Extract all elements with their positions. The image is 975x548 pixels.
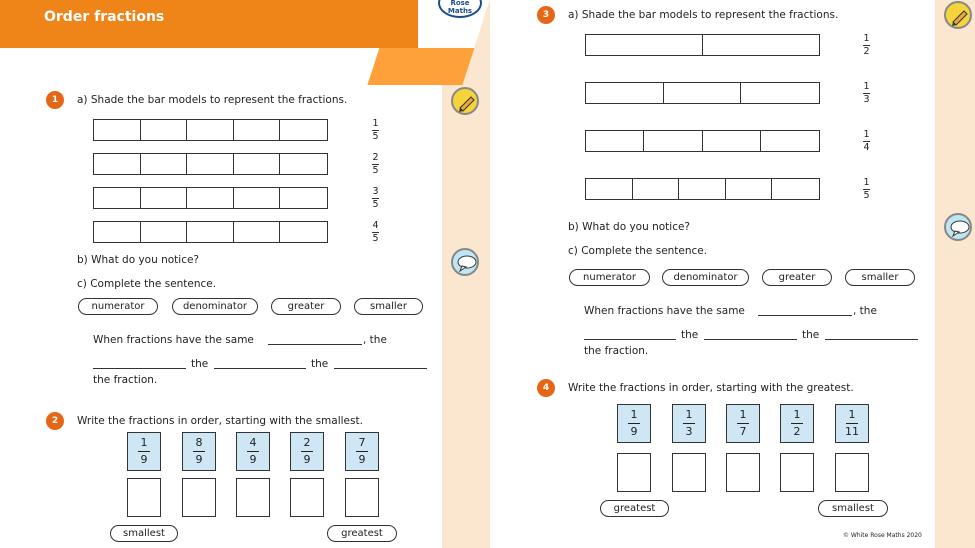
bar-cell[interactable] <box>703 131 761 151</box>
speech-bubble-icon <box>451 248 479 276</box>
bar-cell[interactable] <box>234 120 281 140</box>
side-strip <box>935 0 975 548</box>
bar-model[interactable] <box>93 221 328 243</box>
bar-cell[interactable] <box>94 120 141 140</box>
numerator: 1 <box>863 129 870 140</box>
fraction-label <box>863 82 870 105</box>
sentence-part-1: When fractions have the same <box>93 334 254 346</box>
bar-cell[interactable] <box>772 179 819 199</box>
bar-cell[interactable] <box>280 120 327 140</box>
numerator: 1 <box>848 408 856 421</box>
bar-cell[interactable] <box>664 83 742 103</box>
q2-text: Write the fractions in order, starting with the smallest. <box>77 415 363 427</box>
bar-cell[interactable] <box>586 35 703 55</box>
question-2-number: 2 <box>46 412 64 430</box>
fraction-label <box>372 153 379 176</box>
denominator: 5 <box>372 131 379 142</box>
q1-part-a-text: a) Shade the bar models to represent the fractions. <box>77 94 348 106</box>
bar-cell[interactable] <box>187 188 234 208</box>
q3-part-c-text: c) Complete the sentence. <box>568 245 708 257</box>
fraction-card[interactable] <box>617 404 651 443</box>
numerator: 1 <box>630 408 638 421</box>
fraction-label <box>863 178 870 201</box>
answer-box[interactable] <box>726 453 760 492</box>
denominator: 9 <box>358 453 366 466</box>
fraction-card[interactable] <box>835 404 869 443</box>
fraction-label <box>372 187 379 210</box>
denominator: 11 <box>845 425 859 438</box>
denominator: 9 <box>140 453 148 466</box>
numerator: 1 <box>739 408 747 421</box>
bar-cell[interactable] <box>187 154 234 174</box>
denominator: 2 <box>793 425 801 438</box>
answer-box[interactable] <box>780 453 814 492</box>
bar-cell[interactable] <box>280 154 327 174</box>
fraction-card[interactable] <box>780 404 814 443</box>
bar-cell[interactable] <box>586 83 664 103</box>
answer-box[interactable] <box>835 453 869 492</box>
answer-line[interactable] <box>334 368 427 369</box>
fraction-card[interactable] <box>672 404 706 443</box>
bar-model[interactable] <box>585 82 820 104</box>
sentence-part-3: the <box>681 329 699 341</box>
answer-line[interactable] <box>704 339 797 340</box>
answer-box[interactable] <box>290 478 324 517</box>
sentence-part-1: When fractions have the same <box>584 305 745 317</box>
fraction-label <box>863 34 870 57</box>
greatest-label: greatest <box>600 500 669 517</box>
bar-cell[interactable] <box>679 179 726 199</box>
fraction-card[interactable] <box>236 432 270 471</box>
bar-cell[interactable] <box>280 222 327 242</box>
numerator: 2 <box>372 152 379 163</box>
fraction-label <box>372 119 379 142</box>
answer-line[interactable] <box>825 339 918 340</box>
answer-box[interactable] <box>672 453 706 492</box>
answer-line[interactable] <box>584 339 676 340</box>
word-denominator: denominator <box>662 269 749 286</box>
denominator: 4 <box>863 142 870 153</box>
fraction-card[interactable] <box>290 432 324 471</box>
numerator: 1 <box>863 81 870 92</box>
worksheet-page-right <box>490 0 975 548</box>
word-greater: greater <box>762 269 832 286</box>
numerator: 3 <box>372 186 379 197</box>
denominator: 5 <box>372 165 379 176</box>
denominator: 2 <box>863 46 870 57</box>
answer-box[interactable] <box>127 478 161 517</box>
fraction-card[interactable] <box>726 404 760 443</box>
bar-cell[interactable] <box>586 179 633 199</box>
sentence-part-3: the <box>191 358 209 370</box>
denominator: 5 <box>863 190 870 201</box>
numerator: 1 <box>863 33 870 44</box>
bar-cell[interactable] <box>761 131 819 151</box>
denominator: 9 <box>249 453 257 466</box>
q1-part-c-text: c) Complete the sentence. <box>77 278 217 290</box>
answer-line[interactable] <box>93 368 186 369</box>
bar-cell[interactable] <box>703 35 820 55</box>
fraction-card[interactable] <box>345 432 379 471</box>
numerator: 1 <box>793 408 801 421</box>
denominator: 9 <box>630 425 638 438</box>
bar-model[interactable] <box>93 187 328 209</box>
word-numerator: numerator <box>78 298 158 315</box>
bar-cell[interactable] <box>141 154 188 174</box>
bar-cell[interactable] <box>280 188 327 208</box>
speech-bubble-icon <box>944 213 972 241</box>
denominator: 3 <box>685 425 693 438</box>
q4-text: Write the fractions in order, starting with the greatest. <box>568 382 854 394</box>
fraction-card[interactable] <box>127 432 161 471</box>
bar-model[interactable] <box>585 130 820 152</box>
answer-box[interactable] <box>617 453 651 492</box>
bar-cell[interactable] <box>234 188 281 208</box>
bar-model[interactable] <box>585 178 820 200</box>
q3-part-b-text: b) What do you notice? <box>568 221 691 233</box>
answer-box[interactable] <box>182 478 216 517</box>
bar-cell[interactable] <box>726 179 773 199</box>
bar-cell[interactable] <box>141 120 188 140</box>
numerator: 1 <box>685 408 693 421</box>
question-1-number: 1 <box>46 91 64 109</box>
sentence-part-5: the fraction. <box>93 374 158 386</box>
bar-cell[interactable] <box>141 222 188 242</box>
greatest-label: greatest <box>327 525 397 542</box>
bar-cell[interactable] <box>187 120 234 140</box>
denominator: 7 <box>739 425 747 438</box>
copyright-footer: © White Rose Maths 2020 <box>843 532 922 539</box>
sentence-part-4: the <box>311 358 329 370</box>
denominator: 3 <box>863 94 870 105</box>
word-numerator: numerator <box>569 269 650 286</box>
fraction-card[interactable] <box>182 432 216 471</box>
sentence-part-5: the fraction. <box>584 345 649 357</box>
word-smaller: smaller <box>354 298 423 315</box>
answer-line[interactable] <box>758 315 852 316</box>
bar-cell[interactable] <box>741 83 819 103</box>
bar-cell[interactable] <box>586 131 644 151</box>
sentence-part-2: , the <box>363 334 387 346</box>
bar-cell[interactable] <box>141 188 188 208</box>
answer-box[interactable] <box>345 478 379 517</box>
pencil-icon <box>451 87 479 115</box>
bar-cell[interactable] <box>94 188 141 208</box>
bar-model[interactable] <box>93 153 328 175</box>
denominator: 5 <box>372 233 379 244</box>
question-3-number: 3 <box>537 6 555 24</box>
smallest-label: smallest <box>818 500 888 517</box>
sentence-part-4: the <box>802 329 820 341</box>
question-4-number: 4 <box>537 379 555 397</box>
bar-model[interactable] <box>585 34 820 56</box>
numerator: 7 <box>358 436 366 449</box>
smallest-label: smallest <box>110 525 178 542</box>
numerator: 1 <box>372 118 379 129</box>
bar-cell[interactable] <box>187 222 234 242</box>
word-smaller: smaller <box>845 269 915 286</box>
sentence-part-2: , the <box>853 305 877 317</box>
q3-part-a-text: a) Shade the bar models to represent the fractions. <box>568 9 839 21</box>
numerator: 1 <box>140 436 148 449</box>
numerator: 2 <box>303 436 311 449</box>
numerator: 8 <box>195 436 203 449</box>
logo: Rose Maths <box>438 0 482 18</box>
answer-box[interactable] <box>236 478 270 517</box>
bar-cell[interactable] <box>234 222 281 242</box>
word-greater: greater <box>271 298 341 315</box>
fraction-label <box>863 130 870 153</box>
bar-cell[interactable] <box>94 154 141 174</box>
bar-cell[interactable] <box>644 131 702 151</box>
denominator: 9 <box>303 453 311 466</box>
numerator: 4 <box>372 220 379 231</box>
answer-line[interactable] <box>268 344 362 345</box>
denominator: 5 <box>372 199 379 210</box>
word-denominator: denominator <box>172 298 258 315</box>
denominator: 9 <box>195 453 203 466</box>
bar-cell[interactable] <box>633 179 680 199</box>
fraction-label <box>372 221 379 244</box>
bar-model[interactable] <box>93 119 328 141</box>
numerator: 4 <box>249 436 257 449</box>
numerator: 1 <box>863 177 870 188</box>
page-title: Order fractions <box>44 9 165 25</box>
bar-cell[interactable] <box>234 154 281 174</box>
bar-cell[interactable] <box>94 222 141 242</box>
answer-line[interactable] <box>214 368 306 369</box>
q1-part-b-text: b) What do you notice? <box>77 254 200 266</box>
pencil-icon <box>944 1 972 29</box>
